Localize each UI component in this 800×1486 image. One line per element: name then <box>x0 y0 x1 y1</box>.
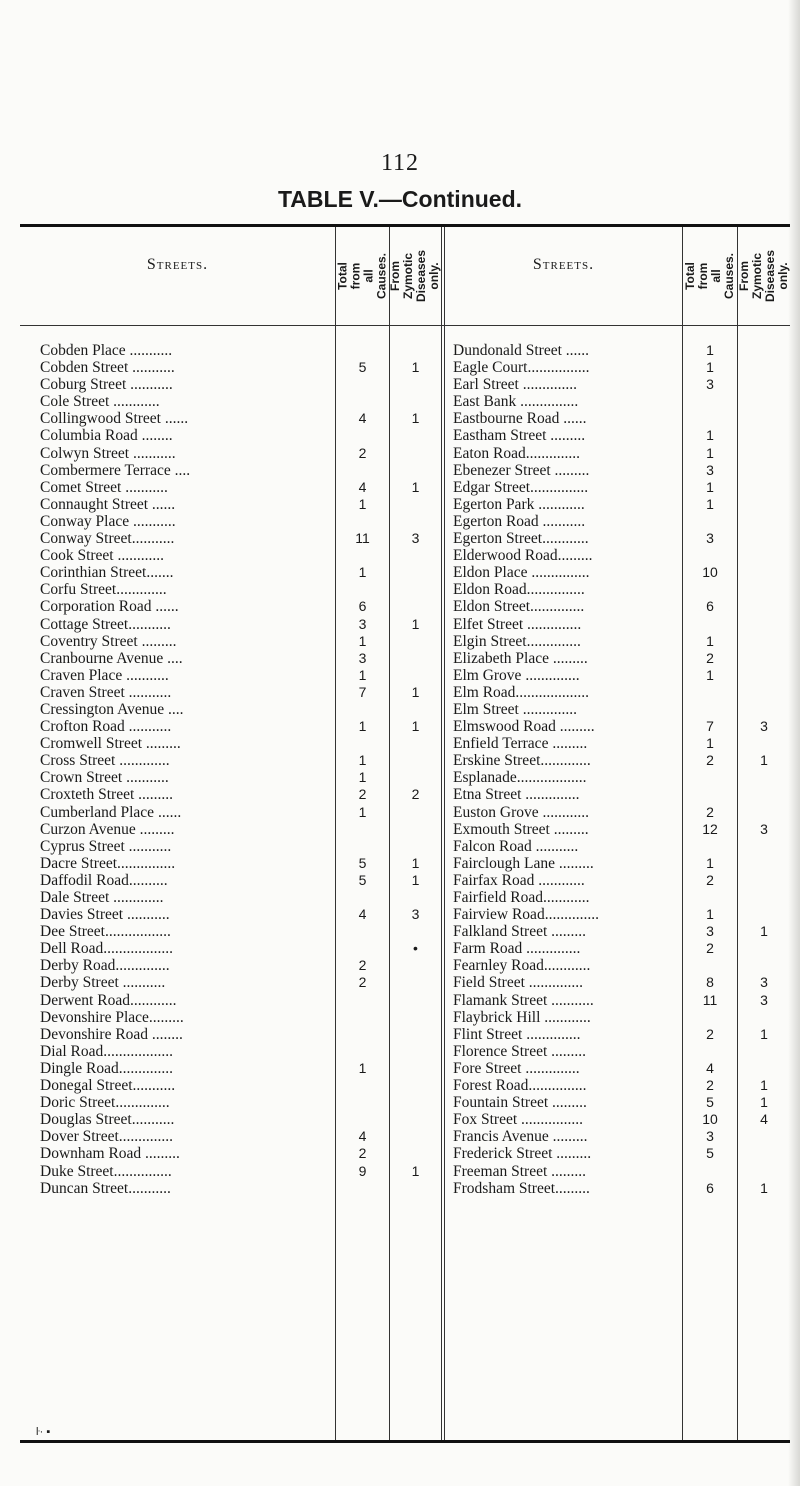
zymotic-deaths: 2 <box>411 786 420 803</box>
total-deaths: 4 <box>706 1059 714 1076</box>
table-row <box>445 667 790 684</box>
street-name: Francis Avenue ......... <box>453 1128 588 1146</box>
street-name: Freeman Street ......... <box>453 1162 587 1180</box>
street-name: Duncan Street........... <box>40 1179 171 1197</box>
street-name: Elm Grove .............. <box>453 666 580 684</box>
right-table-body <box>445 342 790 1197</box>
header-total-left: Total from all Causes. <box>335 252 389 300</box>
table-row <box>445 1094 790 1111</box>
street-name: Eaton Road.............. <box>453 444 580 462</box>
total-deaths: 3 <box>358 615 367 632</box>
header-rule <box>20 325 790 326</box>
table-row <box>445 786 790 803</box>
table-row <box>445 598 790 615</box>
total-deaths: 2 <box>706 1025 714 1042</box>
total-deaths: 1 <box>706 342 714 358</box>
header-streets-right: Streets. <box>532 256 595 273</box>
table-row <box>445 940 790 957</box>
street-name: Flamank Street ........... <box>453 991 594 1009</box>
street-name: Downham Road ......... <box>40 1145 180 1163</box>
street-name: Comet Street ........... <box>40 478 168 496</box>
total-deaths: 2 <box>706 649 714 666</box>
street-name: Fairfield Road............ <box>453 889 590 906</box>
table-row <box>445 513 790 530</box>
total-deaths: 2 <box>706 803 714 820</box>
table-row <box>445 1009 790 1026</box>
street-name: Daffodil Road.......... <box>40 871 168 889</box>
table-row <box>445 1026 790 1043</box>
street-name: Flaybrick Hill ............ <box>453 1008 591 1026</box>
table-row <box>445 564 790 581</box>
table-row <box>0 376 441 393</box>
total-deaths: 1 <box>358 718 367 735</box>
total-deaths: 4 <box>358 906 367 923</box>
footer-mark: ŀ· ▪ <box>36 1426 51 1438</box>
table-row <box>0 342 441 359</box>
table-row <box>445 462 790 479</box>
table-row <box>0 667 441 684</box>
table-row <box>0 496 441 513</box>
header-zymotic-right: From Zymotic Diseases only. <box>737 249 791 303</box>
street-name: Coventry Street ......... <box>40 632 177 650</box>
total-deaths: 2 <box>358 957 367 974</box>
table-row <box>445 633 790 650</box>
table-row <box>0 786 441 803</box>
table-row <box>0 564 441 581</box>
table-row <box>445 872 790 889</box>
total-deaths: 5 <box>706 1094 714 1111</box>
street-name: East Bank ............... <box>453 393 579 411</box>
table-row <box>445 957 790 974</box>
header-total-right: Total from all Causes. <box>683 252 736 300</box>
table-row <box>445 393 790 410</box>
table-row <box>445 1145 790 1162</box>
table-row <box>0 701 441 718</box>
table-row <box>0 530 441 547</box>
street-name: Elderwood Road......... <box>453 547 593 565</box>
table-row <box>445 1111 790 1128</box>
street-name: Esplanade.................. <box>453 769 587 787</box>
street-name: Fox Street ................ <box>453 1111 584 1129</box>
table-row <box>0 684 441 701</box>
street-name: Enfield Terrace ......... <box>453 735 588 753</box>
table-row <box>0 821 441 838</box>
street-name: Field Street .............. <box>453 974 584 992</box>
street-name: Forest Road............... <box>453 1077 587 1095</box>
street-name: Fearnley Road............ <box>453 957 591 975</box>
street-name: Eldon Place ............... <box>453 564 590 582</box>
street-name: Combermere Terrace .... <box>40 461 191 479</box>
table-row <box>445 650 790 667</box>
street-name: Conway Street........... <box>40 530 175 548</box>
street-name: Cranbourne Avenue .... <box>40 649 183 667</box>
table-row <box>0 479 441 496</box>
table-row <box>0 804 441 821</box>
total-deaths: 1 <box>706 735 714 752</box>
street-name: Etna Street .............. <box>453 786 580 804</box>
street-name: Eastham Street ......... <box>453 427 586 445</box>
street-name: Elgin Street.............. <box>453 632 581 650</box>
street-name: Columbia Road ........ <box>40 427 173 445</box>
zymotic-deaths: 1 <box>411 359 420 376</box>
table-row <box>0 598 441 615</box>
street-name: Elizabeth Place ......... <box>453 649 588 667</box>
table-row <box>0 718 441 735</box>
total-deaths: 7 <box>358 683 367 700</box>
zymotic-deaths: 1 <box>411 854 420 871</box>
total-deaths: 6 <box>706 598 714 615</box>
table-row <box>445 530 790 547</box>
left-table-body <box>0 342 441 1197</box>
total-deaths: 5 <box>358 359 367 376</box>
street-name: Elmswood Road ......... <box>453 718 595 736</box>
street-name: Frodsham Street......... <box>453 1179 590 1197</box>
zymotic-deaths: 1 <box>411 1162 420 1179</box>
total-deaths: 2 <box>706 752 714 769</box>
table-row <box>0 1180 441 1197</box>
street-name: Elm Street .............. <box>453 700 577 718</box>
zymotic-deaths: 1 <box>411 410 420 427</box>
street-name: Eldon Road............... <box>453 581 585 599</box>
table-row <box>445 889 790 906</box>
table-row <box>0 906 441 923</box>
zymotic-deaths: 1 <box>760 1025 768 1042</box>
total-deaths: 2 <box>706 871 714 888</box>
zymotic-deaths: 1 <box>411 718 420 735</box>
street-name: Florence Street ......... <box>453 1042 587 1060</box>
total-deaths: 6 <box>358 598 367 615</box>
table-row <box>445 445 790 462</box>
table-row <box>445 410 790 427</box>
table-row <box>0 889 441 906</box>
table-row <box>445 992 790 1009</box>
table-row <box>0 616 441 633</box>
total-deaths: 10 <box>702 1111 718 1128</box>
street-name: Dundonald Street ...... <box>453 342 590 359</box>
street-name: Cromwell Street ......... <box>40 735 181 753</box>
total-deaths: 1 <box>358 666 367 683</box>
table-row <box>0 1128 441 1145</box>
total-deaths: 3 <box>706 1128 714 1145</box>
street-name: Crofton Road ........... <box>40 718 172 736</box>
street-name: Connaught Street ...... <box>40 495 176 513</box>
street-name: Derby Street ........... <box>40 974 166 992</box>
total-deaths: 1 <box>706 478 714 495</box>
table-row <box>0 393 441 410</box>
street-name: Dover Street.............. <box>40 1128 174 1146</box>
total-deaths: 1 <box>358 495 367 512</box>
table-row <box>445 769 790 786</box>
street-name: Curzon Avenue ......... <box>40 820 175 838</box>
table-row <box>0 1026 441 1043</box>
street-name: Cobden Place ........... <box>40 342 173 359</box>
table-row <box>445 804 790 821</box>
street-name: Fairclough Lane ......... <box>453 854 594 872</box>
zymotic-deaths: • <box>413 940 418 957</box>
total-deaths: 4 <box>358 478 367 495</box>
total-deaths: 9 <box>358 1162 367 1179</box>
table-row <box>0 427 441 444</box>
zymotic-deaths: 3 <box>760 820 768 837</box>
street-name: Earl Street .............. <box>453 376 577 394</box>
street-name: Fairview Road.............. <box>453 906 599 924</box>
total-deaths: 3 <box>358 649 367 666</box>
table-row <box>0 547 441 564</box>
table-row <box>445 1180 790 1197</box>
street-name: Douglas Street........... <box>40 1111 175 1129</box>
street-name: Collingwood Street ...... <box>40 410 189 428</box>
zymotic-deaths: 1 <box>760 1094 768 1111</box>
street-name: Craven Street ........... <box>40 683 172 701</box>
street-name: Cole Street ............ <box>40 393 160 411</box>
street-name: Craven Place ........... <box>40 666 169 684</box>
table-row <box>445 376 790 393</box>
table-row <box>445 855 790 872</box>
table-row <box>0 445 441 462</box>
total-deaths: 7 <box>706 718 714 735</box>
zymotic-deaths: 3 <box>760 974 768 991</box>
table-row <box>0 1060 441 1077</box>
street-name: Fountain Street ......... <box>453 1094 587 1112</box>
table-row <box>445 616 790 633</box>
total-deaths: 10 <box>702 564 718 581</box>
table-row <box>445 1043 790 1060</box>
total-deaths: 1 <box>358 769 367 786</box>
table-row <box>445 752 790 769</box>
total-deaths: 5 <box>358 854 367 871</box>
table-row <box>445 821 790 838</box>
street-name: Cottage Street........... <box>40 615 171 633</box>
street-name: Devonshire Place......... <box>40 1008 184 1026</box>
table-row <box>0 957 441 974</box>
street-name: Eastbourne Road ...... <box>453 410 587 428</box>
table-row <box>445 718 790 735</box>
zymotic-deaths: 1 <box>411 871 420 888</box>
street-name: Coburg Street ........... <box>40 376 173 394</box>
table-row <box>0 633 441 650</box>
total-deaths: 3 <box>706 923 714 940</box>
street-name: Frederick Street ......... <box>453 1145 592 1163</box>
street-name: Dell Road.................. <box>40 940 174 958</box>
total-deaths: 11 <box>702 991 718 1008</box>
street-name: Egerton Park ............ <box>453 495 585 513</box>
total-deaths: 1 <box>358 752 367 769</box>
street-name: Egerton Road ........... <box>453 512 586 530</box>
street-name: Elm Road................... <box>453 683 590 701</box>
total-deaths: 2 <box>706 1077 714 1094</box>
table-top-rule <box>20 224 790 227</box>
table-row <box>0 992 441 1009</box>
table-row <box>0 940 441 957</box>
table-row <box>0 1145 441 1162</box>
total-deaths: 11 <box>355 530 370 547</box>
total-deaths: 4 <box>358 410 367 427</box>
street-name: Farm Road .............. <box>453 940 581 958</box>
header-streets-left: Streets. <box>146 256 209 273</box>
street-name: Edgar Street............... <box>453 478 589 496</box>
zymotic-deaths: 3 <box>411 906 420 923</box>
table-row <box>445 838 790 855</box>
street-name: Cumberland Place ...... <box>40 803 182 821</box>
street-name: Eagle Court................ <box>453 359 590 377</box>
table-row <box>0 974 441 991</box>
zymotic-deaths: 1 <box>411 683 420 700</box>
table-row <box>445 479 790 496</box>
table-row <box>445 342 790 359</box>
total-deaths: 4 <box>358 1128 367 1145</box>
street-name: Corinthian Street....... <box>40 564 174 582</box>
zymotic-deaths: 1 <box>411 615 420 632</box>
table-title: TABLE V.—Continued. <box>277 186 523 212</box>
table-row <box>0 872 441 889</box>
street-name: Colwyn Street ........... <box>40 444 176 462</box>
table-row <box>0 581 441 598</box>
street-name: Exmouth Street ......... <box>453 820 589 838</box>
street-name: Cobden Street ........... <box>40 359 175 377</box>
table-row <box>0 769 441 786</box>
total-deaths: 1 <box>706 495 714 512</box>
table-row <box>445 974 790 991</box>
table-row <box>0 1077 441 1094</box>
table-row <box>445 735 790 752</box>
street-name: Donegal Street........... <box>40 1077 176 1095</box>
street-name: Devonshire Road ........ <box>40 1025 183 1043</box>
zymotic-deaths: 1 <box>760 1077 768 1094</box>
total-deaths: 1 <box>706 632 714 649</box>
total-deaths: 6 <box>706 1179 714 1196</box>
table-row <box>0 752 441 769</box>
street-name: Cyprus Street ........... <box>40 837 172 855</box>
total-deaths: 1 <box>358 1059 367 1076</box>
street-name: Falkland Street ......... <box>453 923 587 941</box>
street-name: Flint Street .............. <box>453 1025 581 1043</box>
total-deaths: 5 <box>358 871 367 888</box>
table-row <box>0 650 441 667</box>
table-row <box>0 838 441 855</box>
street-name: Falcon Road ........... <box>453 837 579 855</box>
total-deaths: 1 <box>706 444 714 461</box>
total-deaths: 5 <box>706 1145 714 1162</box>
street-name: Cross Street ............. <box>40 752 170 770</box>
street-name: Euston Grove ............ <box>453 803 590 821</box>
street-name: Croxteth Street ......... <box>40 786 174 804</box>
street-name: Corfu Street............. <box>40 581 167 599</box>
table-row <box>445 496 790 513</box>
total-deaths: 3 <box>706 461 714 478</box>
zymotic-deaths: 1 <box>411 478 420 495</box>
street-name: Fore Street .............. <box>453 1059 580 1077</box>
table-row <box>0 855 441 872</box>
table-row <box>445 1128 790 1145</box>
zymotic-deaths: 4 <box>760 1111 768 1128</box>
table-row <box>0 359 441 376</box>
zymotic-deaths: 3 <box>760 718 768 735</box>
table-row <box>0 1043 441 1060</box>
total-deaths: 1 <box>706 359 714 376</box>
total-deaths: 3 <box>706 530 714 547</box>
street-name: Doric Street.............. <box>40 1094 170 1112</box>
table-row <box>0 735 441 752</box>
table-row <box>445 359 790 376</box>
header-zymotic-left: From Zymotic Diseases only. <box>388 249 442 303</box>
table-row <box>0 1111 441 1128</box>
page-number: 112 <box>380 150 420 176</box>
street-name: Dee Street................. <box>40 923 171 941</box>
street-name: Conway Place ........... <box>40 512 176 530</box>
table-row <box>0 1009 441 1026</box>
street-name: Davies Street ........... <box>40 906 170 924</box>
street-name: Cressington Avenue .... <box>40 700 184 718</box>
table-row <box>445 684 790 701</box>
total-deaths: 1 <box>706 427 714 444</box>
table-row <box>0 513 441 530</box>
zymotic-deaths: 3 <box>760 991 768 1008</box>
street-name: Derwent Road............ <box>40 991 177 1009</box>
table-row <box>445 923 790 940</box>
street-name: Cook Street ............ <box>40 547 164 565</box>
table-row <box>445 701 790 718</box>
table-row <box>445 427 790 444</box>
table-row <box>0 923 441 940</box>
street-name: Dial Road.................. <box>40 1042 174 1060</box>
total-deaths: 2 <box>358 974 367 991</box>
street-name: Corporation Road ...... <box>40 598 179 616</box>
street-name: Derby Road.............. <box>40 957 170 975</box>
total-deaths: 1 <box>358 564 367 581</box>
street-name: Crown Street ........... <box>40 769 169 787</box>
table-row <box>0 1163 441 1180</box>
table-row <box>0 1094 441 1111</box>
street-name: Egerton Street............ <box>453 530 589 548</box>
street-name: Dale Street ............. <box>40 889 164 906</box>
total-deaths: 1 <box>358 803 367 820</box>
table-row <box>445 1060 790 1077</box>
table-row <box>0 462 441 479</box>
total-deaths: 1 <box>706 854 714 871</box>
table-row <box>0 410 441 427</box>
table-row <box>445 1163 790 1180</box>
street-name: Ebenezer Street ......... <box>453 461 590 479</box>
street-name: Dingle Road.............. <box>40 1059 174 1077</box>
zymotic-deaths: 1 <box>760 752 768 769</box>
table-bottom-rule <box>20 1440 790 1443</box>
zymotic-deaths: 1 <box>760 923 768 940</box>
total-deaths: 3 <box>706 376 714 393</box>
total-deaths: 2 <box>706 940 714 957</box>
street-name: Duke Street............... <box>40 1162 172 1180</box>
street-name: Dacre Street............... <box>40 854 176 872</box>
table-row <box>445 1077 790 1094</box>
street-name: Elfet Street .............. <box>453 615 582 633</box>
zymotic-deaths: 3 <box>411 530 420 547</box>
total-deaths: 1 <box>358 632 367 649</box>
total-deaths: 2 <box>358 786 367 803</box>
total-deaths: 1 <box>706 906 714 923</box>
street-name: Erskine Street............. <box>453 752 591 770</box>
street-name: Eldon Street.............. <box>453 598 585 616</box>
zymotic-deaths: 1 <box>760 1179 768 1196</box>
table-row <box>445 906 790 923</box>
total-deaths: 12 <box>702 820 718 837</box>
table-row <box>445 547 790 564</box>
total-deaths: 8 <box>706 974 714 991</box>
total-deaths: 1 <box>706 666 714 683</box>
street-name: Fairfax Road ............ <box>453 871 585 889</box>
table-row <box>445 581 790 598</box>
total-deaths: 2 <box>358 1145 367 1162</box>
total-deaths: 2 <box>358 444 367 461</box>
